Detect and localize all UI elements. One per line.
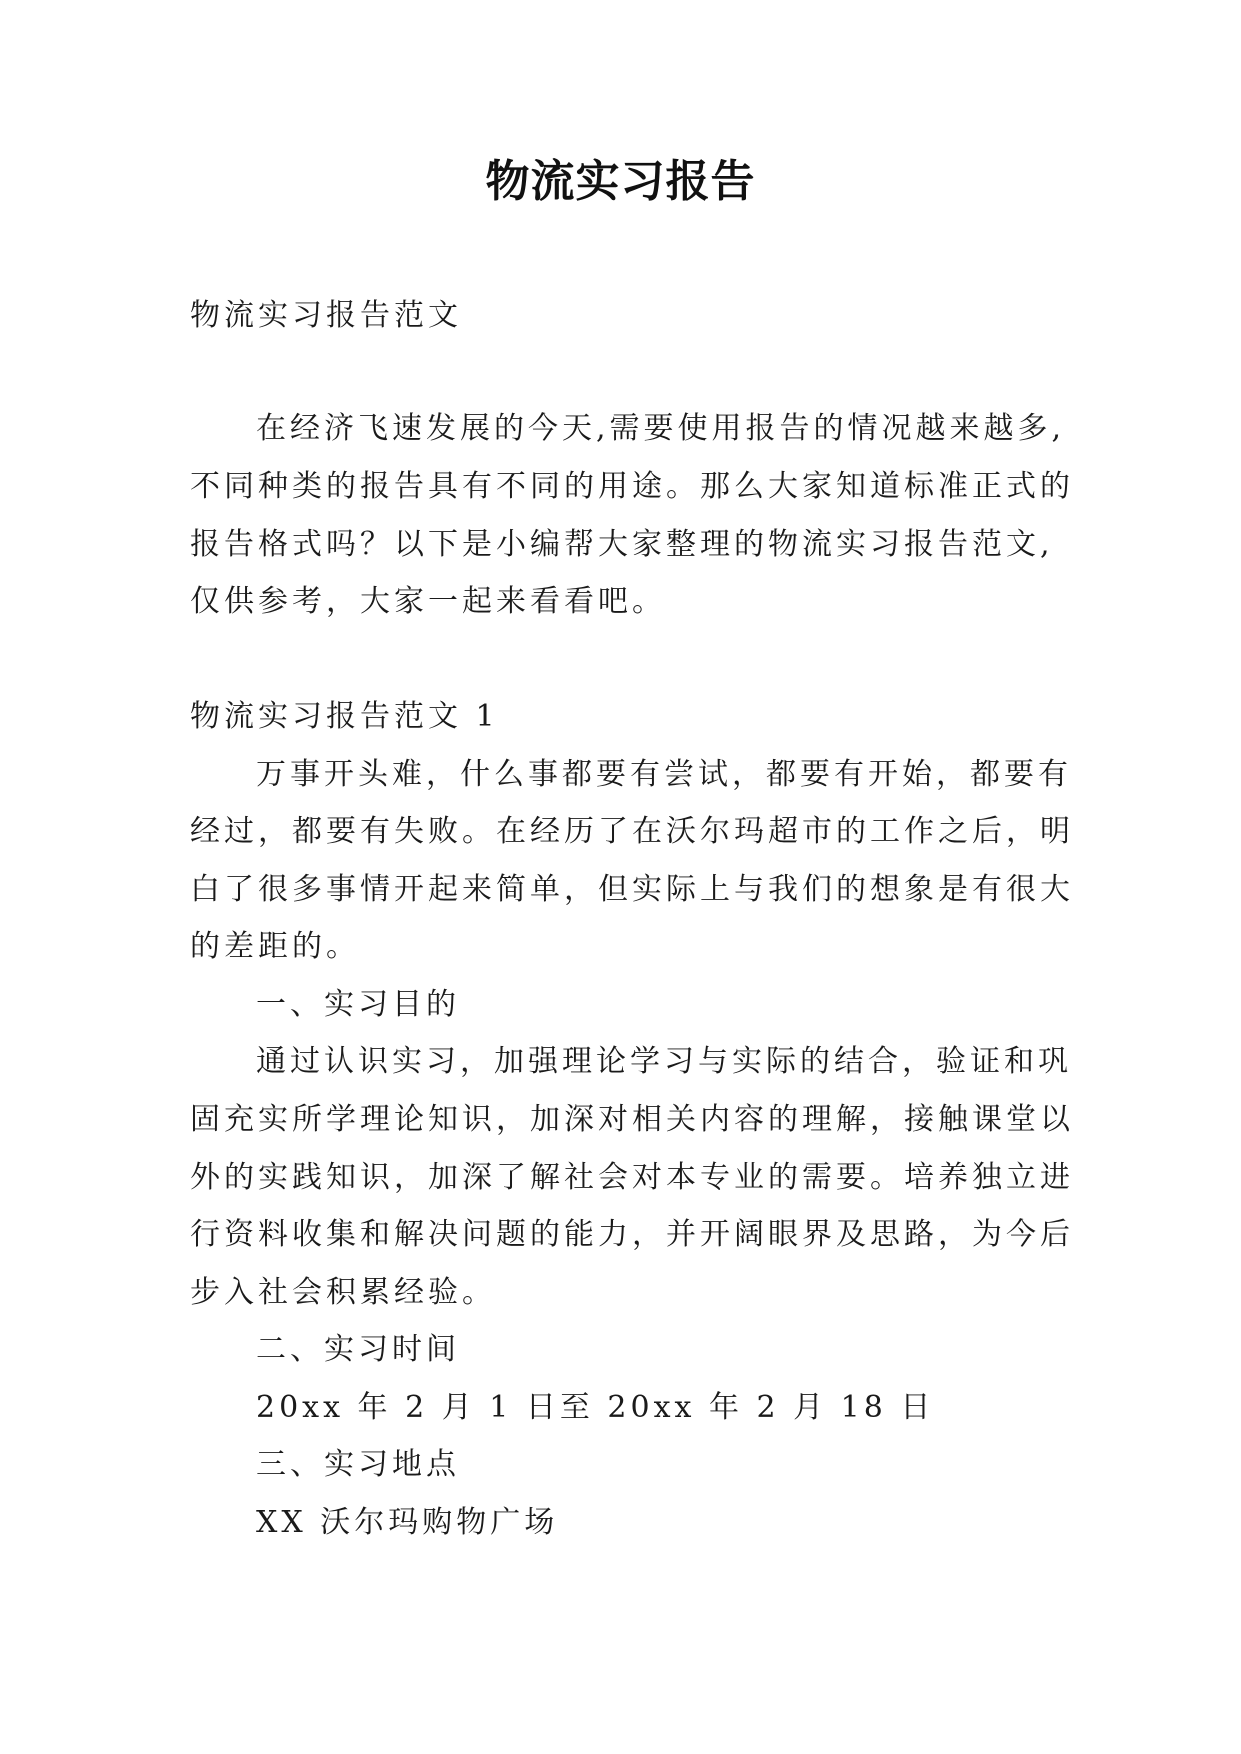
document-subtitle: 物流实习报告范文 — [190, 298, 462, 333]
document-title: 物流实习报告 — [485, 156, 756, 207]
para2-line: 行资料收集和解决问题的能力，并开阔眼界及思路，为今后 — [190, 1217, 1074, 1252]
intro-line: 报告格式吗？以下是小编帮大家整理的物流实习报告范文, — [190, 527, 1054, 562]
para2-line: 固充实所学理论知识，加深对相关内容的理解，接触课堂以 — [190, 1102, 1074, 1137]
para1-line: 的差距的。 — [190, 929, 360, 964]
location-text: XX 沃尔玛购物广场 — [256, 1505, 559, 1540]
time-text: 20xx 年 2 月 1 日至 20xx 年 2 月 18 日 — [256, 1390, 935, 1425]
para1-line: 经过，都要有失败。在经历了在沃尔玛超市的工作之后，明 — [190, 814, 1074, 849]
para1-line: 万事开头难，什么事都要有尝试，都要有开始，都要有 — [256, 757, 1072, 792]
para2-line: 通过认识实习，加强理论学习与实际的结合，验证和巩 — [256, 1044, 1072, 1079]
intro-line: 在经济飞速发展的今天,需要使用报告的情况越来越多, — [256, 411, 1066, 446]
intro-line: 不同种类的报告具有不同的用途。那么大家知道标准正式的 — [190, 469, 1074, 504]
heading-time: 二、实习时间 — [256, 1332, 460, 1367]
section-title: 物流实习报告范文 1 — [190, 699, 499, 734]
para2-line: 步入社会积累经验。 — [190, 1275, 496, 1310]
heading-purpose: 一、实习目的 — [256, 987, 460, 1022]
intro-line: 仅供参考，大家一起来看看吧。 — [190, 584, 666, 619]
para1-line: 白了很多事情开起来简单，但实际上与我们的想象是有很大 — [190, 872, 1074, 907]
heading-location: 三、实习地点 — [256, 1447, 460, 1482]
para2-line: 外的实践知识，加深了解社会对本专业的需要。培养独立进 — [190, 1160, 1074, 1195]
